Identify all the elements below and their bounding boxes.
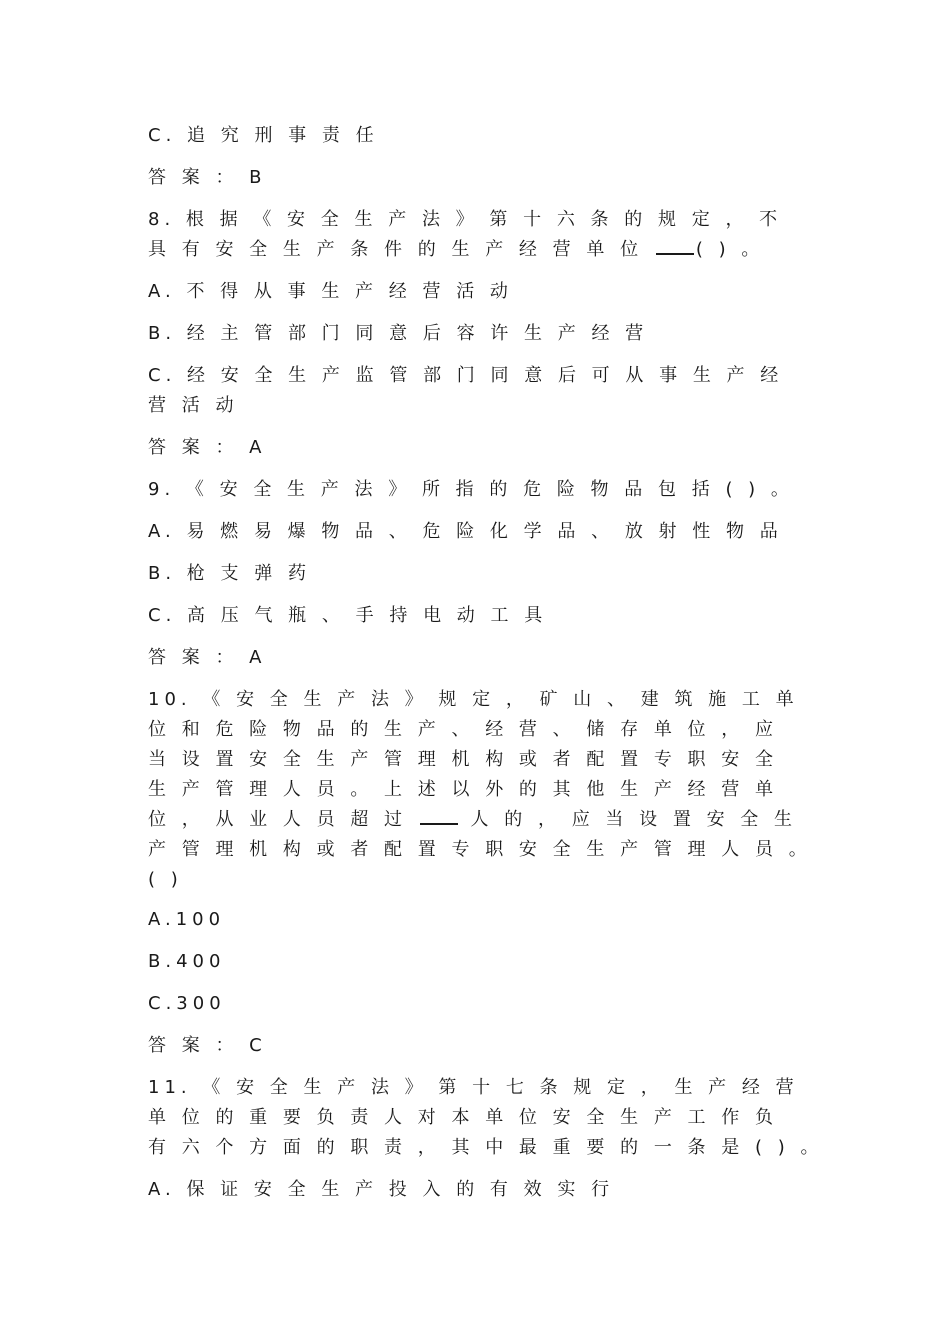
option-c-q7: C. 追 究 刑 事 责 任 (148, 125, 379, 146)
question-11-line-1: 11. 《 安 全 生 产 法 》 第 十 七 条 规 定 ， 生 产 经 营 (148, 1077, 799, 1098)
question-11-line-2: 单 位 的 重 要 负 责 人 对 本 单 位 安 全 生 产 工 作 负 (148, 1107, 778, 1128)
question-11-line-3: 有 六 个 方 面 的 职 责 ， 其 中 最 重 要 的 一 条 是 ( ) 。 (148, 1137, 824, 1158)
option-a-q10: A.100 (148, 909, 226, 930)
question-10-text-a: 位 ， 从 业 人 员 超 过 (148, 809, 408, 830)
answer-q9: 答 案 ： A (148, 647, 267, 668)
option-b-q8: B. 经 主 管 部 门 同 意 后 容 许 生 产 经 营 (148, 323, 649, 344)
answer-q8: 答 案 ： A (148, 437, 267, 458)
question-8-paren: ( ) 。 (695, 239, 765, 260)
option-c-q9: C. 高 压 气 瓶 、 手 持 电 动 工 具 (148, 605, 548, 626)
question-10-line-7: ( ) (148, 869, 183, 890)
question-10-line-6: 产 管 理 机 构 或 者 配 置 专 职 安 全 生 产 管 理 人 员 。 (148, 839, 812, 860)
question-10-line-5 (148, 805, 797, 835)
question-9: 9. 《 安 全 生 产 法 》 所 指 的 危 险 物 品 包 括 ( ) 。 (148, 479, 794, 500)
option-b-q9: B. 枪 支 弹 药 (148, 563, 311, 584)
question-8-line-1: 8. 根 据 《 安 全 生 产 法 》 第 十 六 条 的 规 定 ， 不 (148, 209, 783, 230)
option-a-q9: A. 易 燃 易 爆 物 品 、 危 险 化 学 品 、 放 射 性 物 品 (148, 521, 783, 542)
question-8-line-2 (148, 235, 764, 265)
question-8-text: 具 有 安 全 生 产 条 件 的 生 产 经 营 单 位 (148, 239, 644, 260)
question-10-text-b: 人 的 ， 应 当 设 置 安 全 生 (470, 809, 798, 830)
fill-blank (420, 805, 458, 825)
option-c-q10: C.300 (148, 993, 226, 1014)
question-10-line-3: 当 设 置 安 全 生 产 管 理 机 构 或 者 配 置 专 职 安 全 (148, 749, 778, 770)
fill-blank (656, 235, 694, 255)
answer-q10: 答 案 ： C (148, 1035, 267, 1056)
option-a-q8: A. 不 得 从 事 生 产 经 营 活 动 (148, 281, 513, 302)
question-10-line-4: 生 产 管 理 人 员 。 上 述 以 外 的 其 他 生 产 经 营 单 (148, 779, 778, 800)
option-b-q10: B.400 (148, 951, 226, 972)
question-10-line-2: 位 和 危 险 物 品 的 生 产 、 经 营 、 储 存 单 位 ， 应 (148, 719, 778, 740)
option-c-q8-line-2: 营 活 动 (148, 395, 239, 416)
answer-q7: 答 案 ： B (148, 167, 267, 188)
question-10-line-1: 10. 《 安 全 生 产 法 》 规 定 ， 矿 山 、 建 筑 施 工 单 (148, 689, 799, 710)
option-a-q11: A. 保 证 安 全 生 产 投 入 的 有 效 实 行 (148, 1179, 615, 1200)
option-c-q8-line-1: C. 经 安 全 生 产 监 管 部 门 同 意 后 可 从 事 生 产 经 (148, 365, 784, 386)
